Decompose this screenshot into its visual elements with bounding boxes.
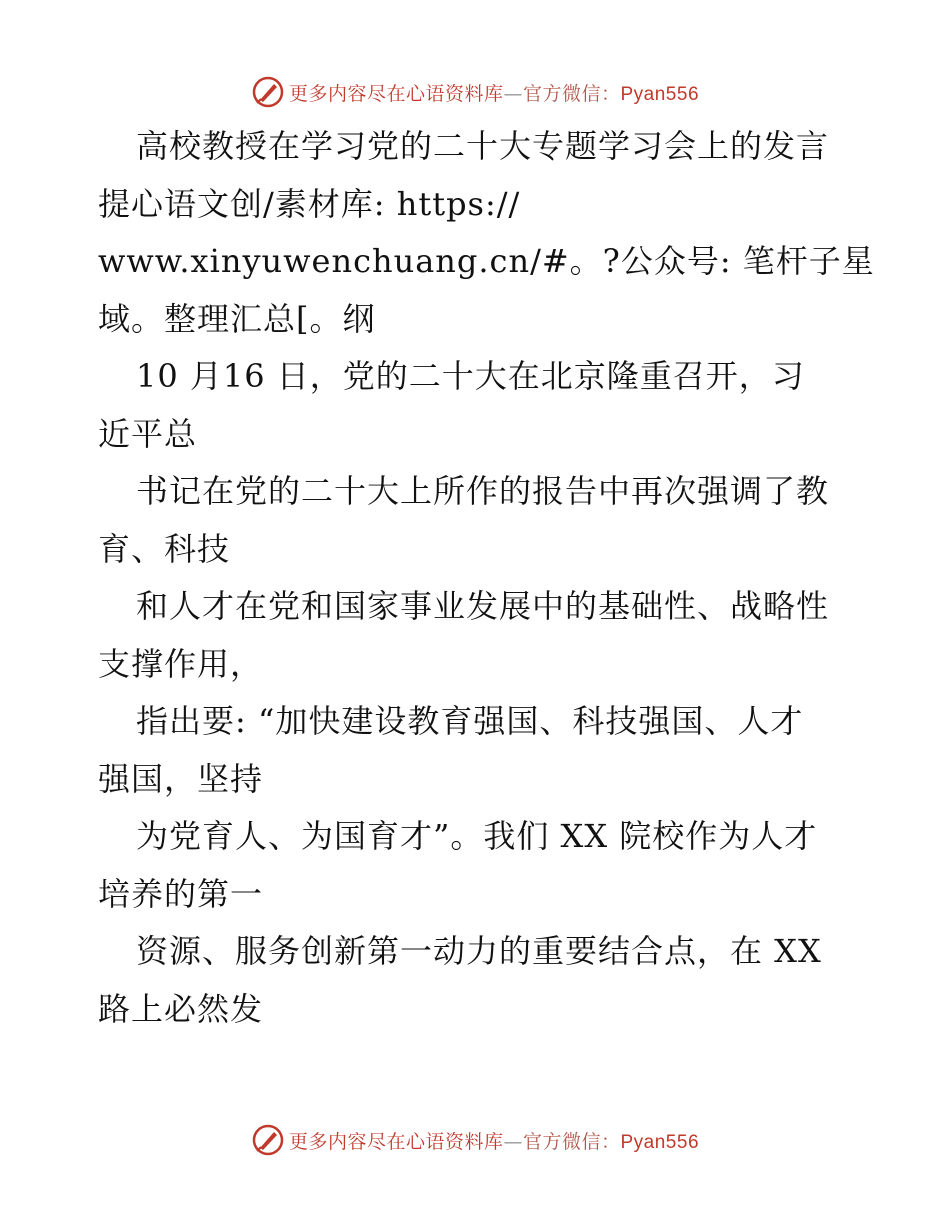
banner-separator: — bbox=[503, 82, 523, 105]
text-line: 指出要: “加快建设教育强国、科技强国、人才 bbox=[136, 702, 804, 740]
banner-label: 官方微信： bbox=[522, 1130, 621, 1153]
footer-banner bbox=[0, 1120, 950, 1160]
document-body bbox=[98, 118, 875, 1038]
header-banner bbox=[0, 72, 950, 112]
banner-prefix: 更多内容尽在心语资料库 bbox=[288, 1130, 504, 1153]
quill-logo-icon bbox=[251, 75, 285, 109]
banner-text bbox=[289, 1127, 699, 1154]
quill-logo-icon bbox=[251, 1123, 285, 1157]
text-line: 域。整理汇总[。纲 bbox=[98, 299, 376, 338]
text-line: 10 月16 日，党的二十大在北京隆重召开，习 bbox=[136, 357, 805, 395]
text-line: 资源、服务创新第一动力的重要结合点，在 XX bbox=[136, 932, 822, 970]
banner-prefix: 更多内容尽在心语资料库 bbox=[288, 82, 504, 105]
text-line: 强国，坚持 bbox=[98, 759, 264, 798]
text-line: 和人才在党和国家事业发展中的基础性、战略性 bbox=[136, 587, 830, 625]
banner-separator: — bbox=[503, 1130, 523, 1153]
banner-wechat-id: Pyan556 bbox=[620, 83, 700, 105]
text-line: 书记在党的二十大上所作的报告中再次强调了教 bbox=[136, 472, 830, 510]
text-line: 培养的第一 bbox=[98, 874, 264, 913]
text-line: 路上必然发 bbox=[98, 989, 264, 1028]
banner-label: 官方微信： bbox=[522, 82, 621, 105]
text-line: 支撑作用， bbox=[98, 644, 264, 683]
text-line: 为党育人、为国育才”。我们 XX 院校作为人才 bbox=[136, 817, 818, 855]
banner-text bbox=[289, 79, 699, 106]
text-line: 近平总 bbox=[98, 414, 198, 453]
text-line: www.xinyuwenchuang.cn/#。?公众号: 笔杆子星 bbox=[98, 242, 875, 280]
text-line: 高校教授在学习党的二十大专题学习会上的发言 bbox=[136, 127, 830, 165]
text-line: 育、科技 bbox=[98, 529, 231, 568]
banner-wechat-id: Pyan556 bbox=[620, 1131, 700, 1153]
text-line: 提心语文创/素材库: https:// bbox=[98, 184, 521, 223]
